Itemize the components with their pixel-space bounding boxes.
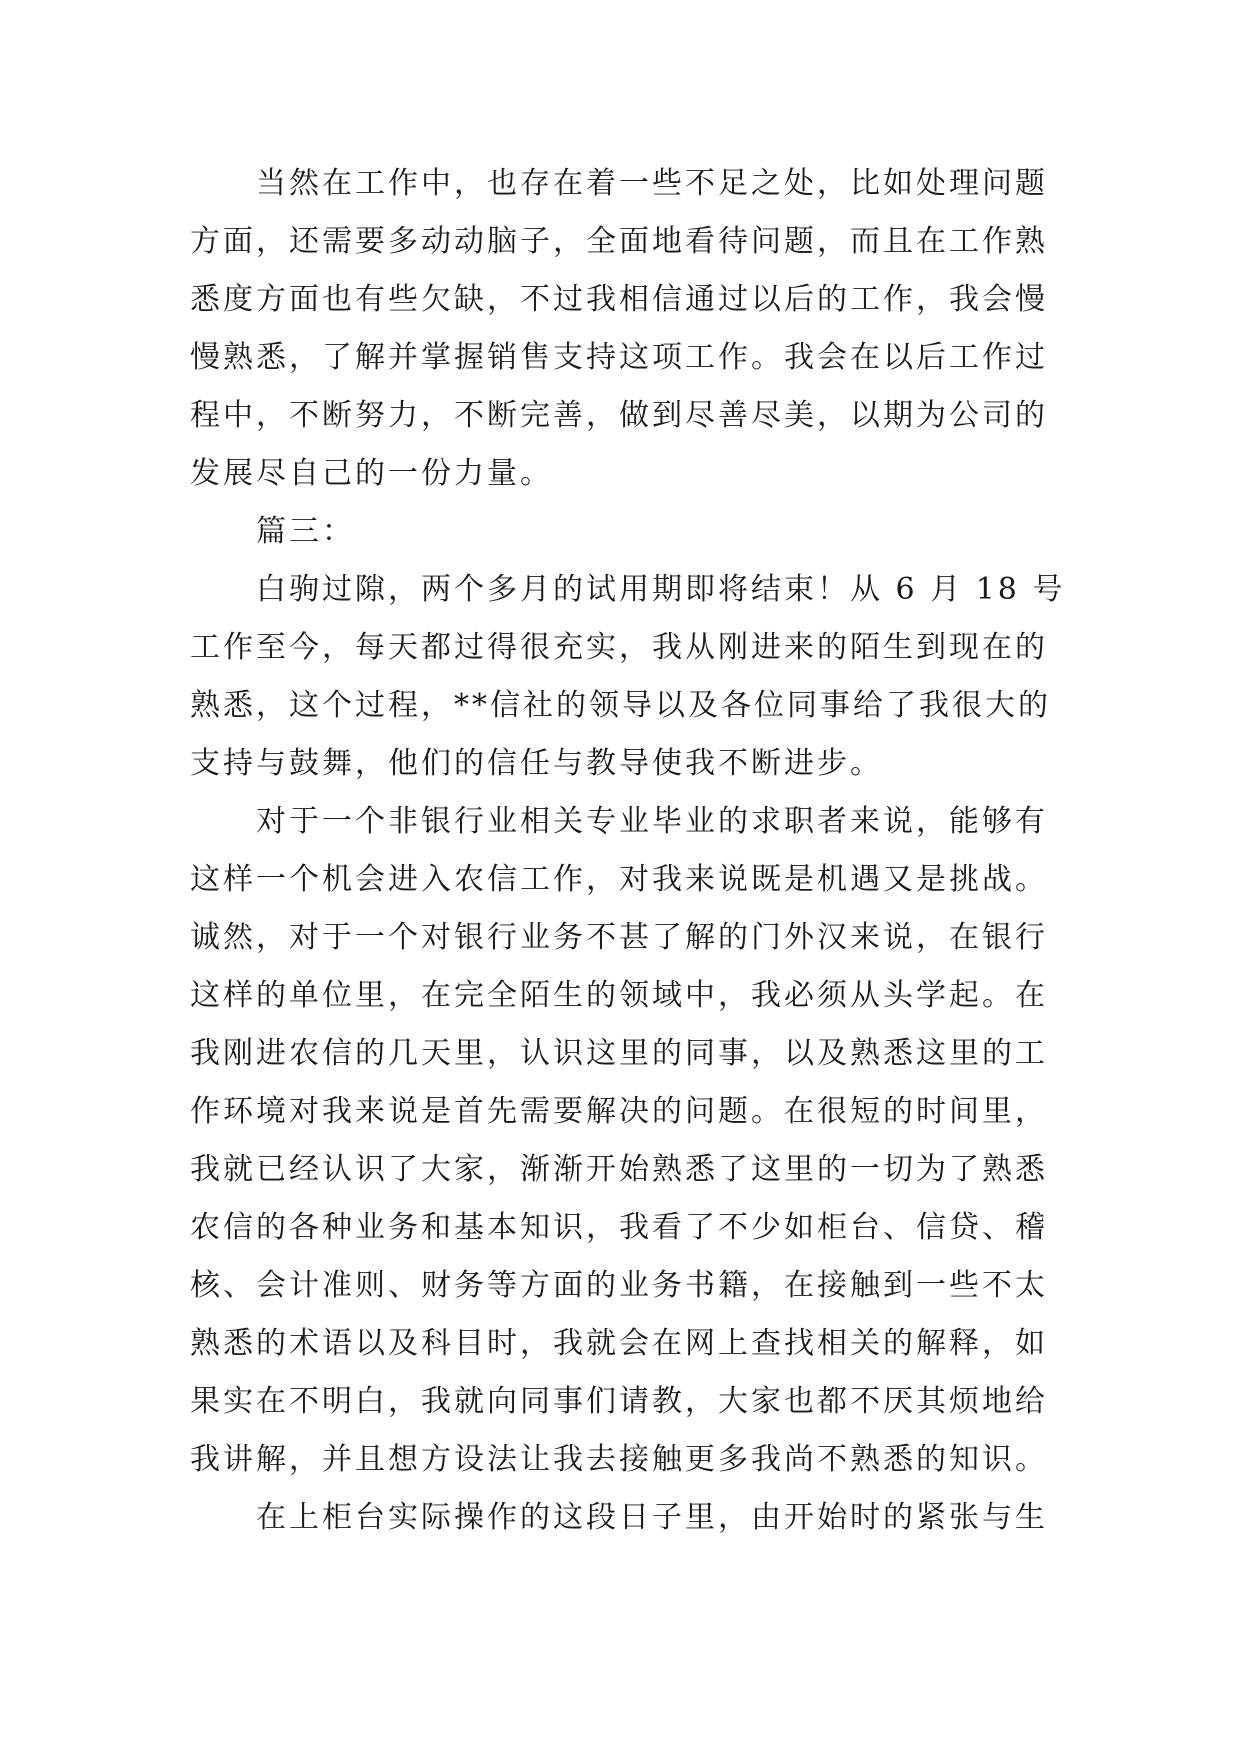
- text-line: 果实在不明白，我就向同事们请教，大家也都不厌其烦地给: [190, 1384, 1048, 1419]
- text-line: 发展尽自己的一份力量。: [190, 456, 553, 491]
- document-body: [190, 155, 1066, 1547]
- text-line: 慢熟悉，了解并掌握销售支持这项工作。我会在以后工作过: [190, 340, 1048, 375]
- text-line: 我讲解，并且想方设法让我去接触更多我尚不熟悉的知识。: [190, 1442, 1048, 1477]
- text-line: 方面，还需要多动动脑子，全面地看待问题，而且在工作熟: [190, 224, 1048, 259]
- text-line: 在上柜台实际操作的这段日子里，由开始时的紧张与生: [256, 1500, 1048, 1535]
- text-line: 对于一个非银行业相关专业毕业的求职者来说，能够有: [256, 804, 1048, 839]
- text-line: 这样一个机会进入农信工作，对我来说既是机遇又是挑战。: [190, 862, 1048, 897]
- text-line: 诚然，对于一个对银行业务不甚了解的门外汉来说，在银行: [190, 920, 1048, 955]
- text-line: 核、会计准则、财务等方面的业务书籍，在接触到一些不太: [190, 1268, 1048, 1303]
- text-line: 这样的单位里，在完全陌生的领域中，我必须从头学起。在: [190, 978, 1048, 1013]
- text-line: 我就已经认识了大家，渐渐开始熟悉了这里的一切为了熟悉: [190, 1152, 1048, 1187]
- text-line: 当然在工作中，也存在着一些不足之处，比如处理问题: [256, 166, 1048, 201]
- section-heading: 篇三：: [256, 514, 355, 549]
- text-line: 工作至今，每天都过得很充实，我从刚进来的陌生到现在的: [190, 630, 1048, 665]
- text-line: 熟悉，这个过程，**信社的领导以及各位同事给了我很大的: [190, 688, 1051, 723]
- text-line: 程中，不断努力，不断完善，做到尽善尽美，以期为公司的: [190, 398, 1048, 433]
- text-line: 熟悉的术语以及科目时，我就会在网上查找相关的解释，如: [190, 1326, 1048, 1361]
- text-line: 支持与鼓舞，他们的信任与教导使我不断进步。: [190, 746, 883, 781]
- text-line: 作环境对我来说是首先需要解决的问题。在很短的时间里，: [190, 1094, 1048, 1129]
- text-line: 悉度方面也有些欠缺，不过我相信通过以后的工作，我会慢: [190, 282, 1048, 317]
- text-line: 农信的各种业务和基本知识，我看了不少如柜台、信贷、稽: [190, 1210, 1048, 1245]
- text-line: 我刚进农信的几天里，认识这里的同事，以及熟悉这里的工: [190, 1036, 1048, 1071]
- text-line: 白驹过隙，两个多月的试用期即将结束！从 6 月 18 号: [256, 572, 1066, 607]
